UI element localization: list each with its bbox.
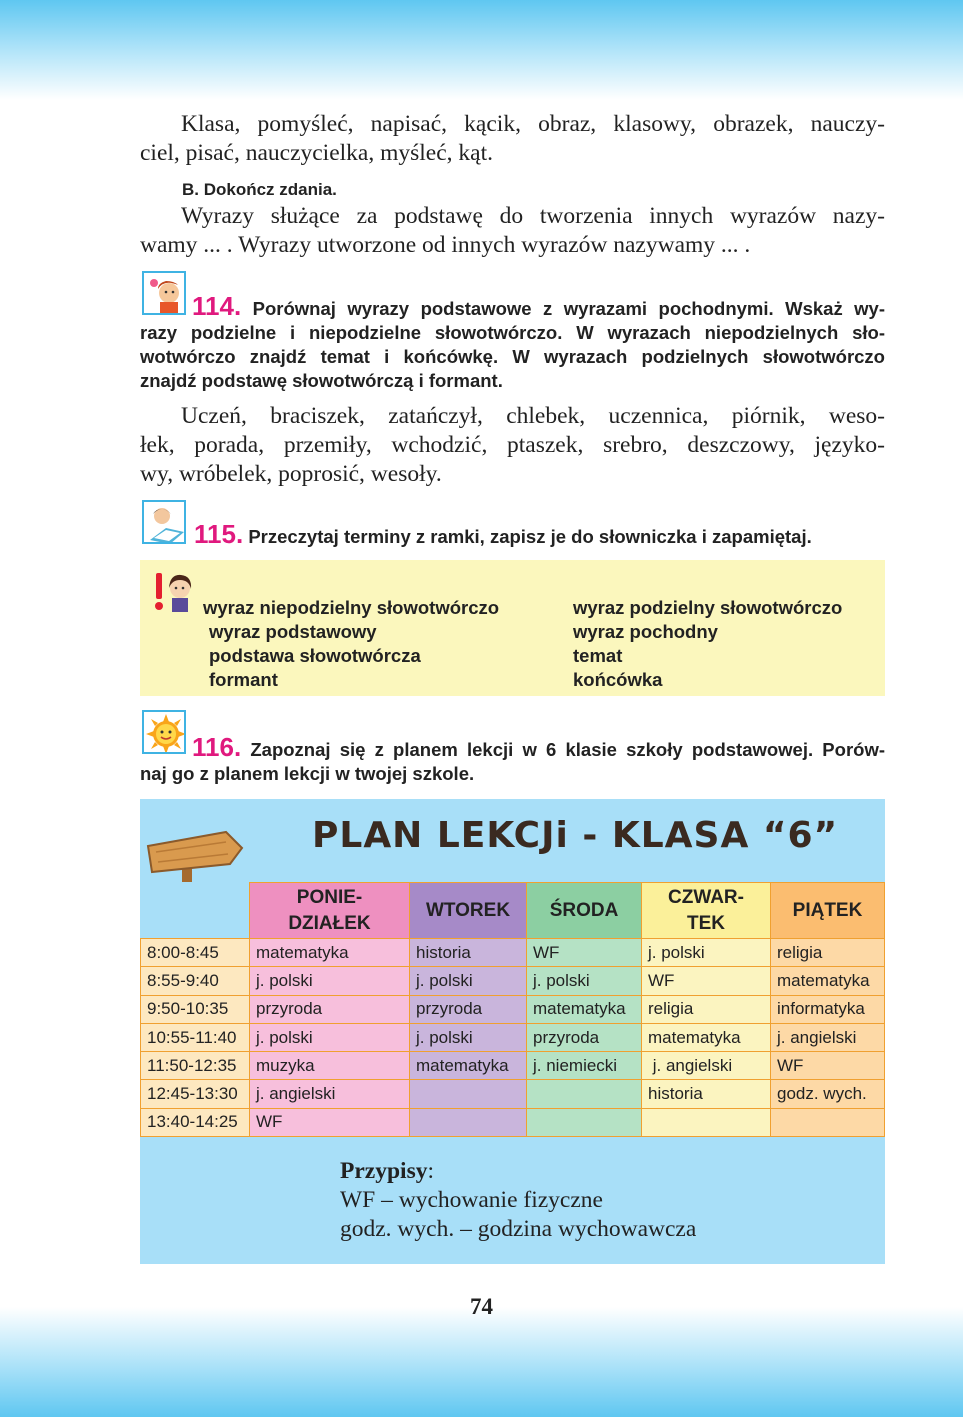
- table-cell: j. polski: [250, 1023, 410, 1051]
- table-cell: WF: [642, 967, 771, 995]
- table-cell: j. polski: [250, 967, 410, 995]
- table-row: [141, 1108, 885, 1136]
- table-cell: j. polski: [642, 939, 771, 967]
- instruction-line: znajdź podstawę słowotwórczą i formant.: [140, 370, 503, 391]
- table-cell: matematyka: [771, 967, 885, 995]
- table-cell: j. angielski: [642, 1052, 771, 1080]
- exercise-114-words: [140, 402, 885, 489]
- child-reading-book-icon: [142, 500, 186, 544]
- term: wyraz pochodny: [573, 621, 718, 642]
- top-gradient-band: [0, 0, 963, 100]
- page-number: 74: [470, 1294, 493, 1319]
- table-header-row: [141, 883, 885, 939]
- table-cell: j. polski: [410, 967, 527, 995]
- text-line: łek, porada, przemiły, wchodzić, ptaszek, srebro, deszczowy, języko-: [140, 432, 885, 458]
- term: wyraz podzielny słowotwórczo: [573, 597, 843, 618]
- table-cell: j. angielski: [771, 1023, 885, 1051]
- exercise-116-instruction: [140, 732, 885, 786]
- table-cell: j. polski: [527, 967, 642, 995]
- term: wyraz niepodzielny słowotwórczo: [203, 597, 500, 618]
- table-cell: religia: [771, 939, 885, 967]
- bottom-gradient-band: [0, 1307, 963, 1417]
- table-row: [141, 967, 885, 995]
- table-cell: przyroda: [250, 995, 410, 1023]
- table-cell: [642, 1108, 771, 1136]
- notes-heading-line: Przypisy:: [340, 1158, 434, 1184]
- table-cell: WF: [771, 1052, 885, 1080]
- table-cell: matematyka: [527, 995, 642, 1023]
- table-cell: przyroda: [527, 1023, 642, 1051]
- term: podstawa słowotwórcza: [209, 645, 421, 666]
- table-cell: [410, 1080, 527, 1108]
- instruction-line: 114. Porównaj wyrazy podstawowe z wyrazami pochodnymi. Wskaż wy-: [192, 291, 886, 321]
- section-b-heading: B. Dokończ zdania.: [182, 180, 337, 199]
- note-line: WF – wychowanie fizyczne: [340, 1187, 603, 1213]
- header-cell: CZWAR- TEK: [642, 883, 771, 939]
- time-cell: 13:40-14:25: [141, 1108, 250, 1136]
- text-line: wamy ... . Wyrazy utworzone od innych wyrazów nazywamy ... .: [140, 232, 751, 258]
- text-line: ciel, pisać, nauczycielka, myśleć, kąt.: [140, 140, 493, 166]
- time-cell: 12:45-13:30: [141, 1080, 250, 1108]
- header-empty-cell: [141, 883, 250, 939]
- table-cell: przyroda: [410, 995, 527, 1023]
- table-row: [141, 939, 885, 967]
- text-line: Wyrazy służące za podstawę do tworzenia innych wyrazów nazy-: [181, 203, 885, 229]
- term: wyraz podstawowy: [209, 621, 377, 642]
- exercise-116-number: 116.: [192, 732, 242, 762]
- table-cell: historia: [642, 1080, 771, 1108]
- table-cell: religia: [642, 995, 771, 1023]
- plan-title: PLAN LEKCJi - KLASA “6”: [312, 815, 839, 856]
- instruction-line: wotwórczo znajdź temat i końcówkę. W wyrazach podzielnych słowotwórczo: [140, 346, 885, 367]
- table-row: [141, 995, 885, 1023]
- table-cell: [771, 1108, 885, 1136]
- table-cell: j. angielski: [250, 1080, 410, 1108]
- text-line: Klasa, pomyśleć, napisać, kącik, obraz, klasowy, obrazek, nauczy-: [181, 111, 885, 137]
- plan-notes: [340, 1157, 696, 1244]
- table-row: [141, 1052, 885, 1080]
- table-cell: WF: [527, 939, 642, 967]
- table-cell: [527, 1108, 642, 1136]
- instruction-line: razy podzielne i niepodzielne słowotwórczo. W wyrazach niepodzielnych sło-: [140, 322, 885, 343]
- time-cell: 8:00-8:45: [141, 939, 250, 967]
- term: temat: [573, 645, 623, 666]
- section-b-text: [140, 202, 885, 260]
- time-cell: 9:50-10:35: [141, 995, 250, 1023]
- instruction-line: naj go z planem lekcji w twojej szkole.: [140, 763, 475, 784]
- table-row: [141, 1080, 885, 1108]
- table-cell: muzyka: [250, 1052, 410, 1080]
- exclamation-girl-icon: [150, 570, 196, 616]
- exercise-115-instruction: 115. Przeczytaj terminy z ramki, zapisz je do słowniczka i zapamiętaj.: [194, 519, 812, 549]
- table-cell: godz. wych.: [771, 1080, 885, 1108]
- header-cell: PONIE- DZIAŁEK: [250, 883, 410, 939]
- lesson-plan-table: [140, 882, 885, 1137]
- notes-heading: Przypisy: [340, 1158, 428, 1184]
- table-cell: WF: [250, 1108, 410, 1136]
- table-cell: [410, 1108, 527, 1136]
- time-cell: 8:55-9:40: [141, 967, 250, 995]
- header-cell: ŚRODA: [527, 883, 642, 939]
- table-cell: j. polski: [410, 1023, 527, 1051]
- table-cell: historia: [410, 939, 527, 967]
- words-paragraph: [140, 110, 885, 168]
- table-cell: matematyka: [410, 1052, 527, 1080]
- term: końcówka: [573, 669, 663, 690]
- table-cell: matematyka: [642, 1023, 771, 1051]
- table-cell: matematyka: [250, 939, 410, 967]
- exercise-114-number: 114.: [192, 291, 242, 321]
- exercise-114-instruction: [140, 291, 886, 393]
- table-cell: [527, 1080, 642, 1108]
- table-row: [141, 1023, 885, 1051]
- time-cell: 11:50-12:35: [141, 1052, 250, 1080]
- note-line: godz. wych. – godzina wychowawcza: [340, 1216, 697, 1242]
- table-cell: j. niemiecki: [527, 1052, 642, 1080]
- text-line: Uczeń, braciszek, zatańczył, chlebek, uczennica, piórnik, weso-: [181, 403, 885, 429]
- header-cell: WTOREK: [410, 883, 527, 939]
- time-cell: 10:55-11:40: [141, 1023, 250, 1051]
- instruction-line: 116. Zapoznaj się z planem lekcji w 6 klasie szkoły podstawowej. Porów-: [192, 732, 885, 762]
- table-cell: informatyka: [771, 995, 885, 1023]
- exercise-115-number: 115.: [194, 519, 244, 549]
- header-cell: PIĄTEK: [771, 883, 885, 939]
- term: formant: [209, 669, 278, 690]
- text-line: wy, wróbelek, poprosić, wesoły.: [140, 461, 442, 487]
